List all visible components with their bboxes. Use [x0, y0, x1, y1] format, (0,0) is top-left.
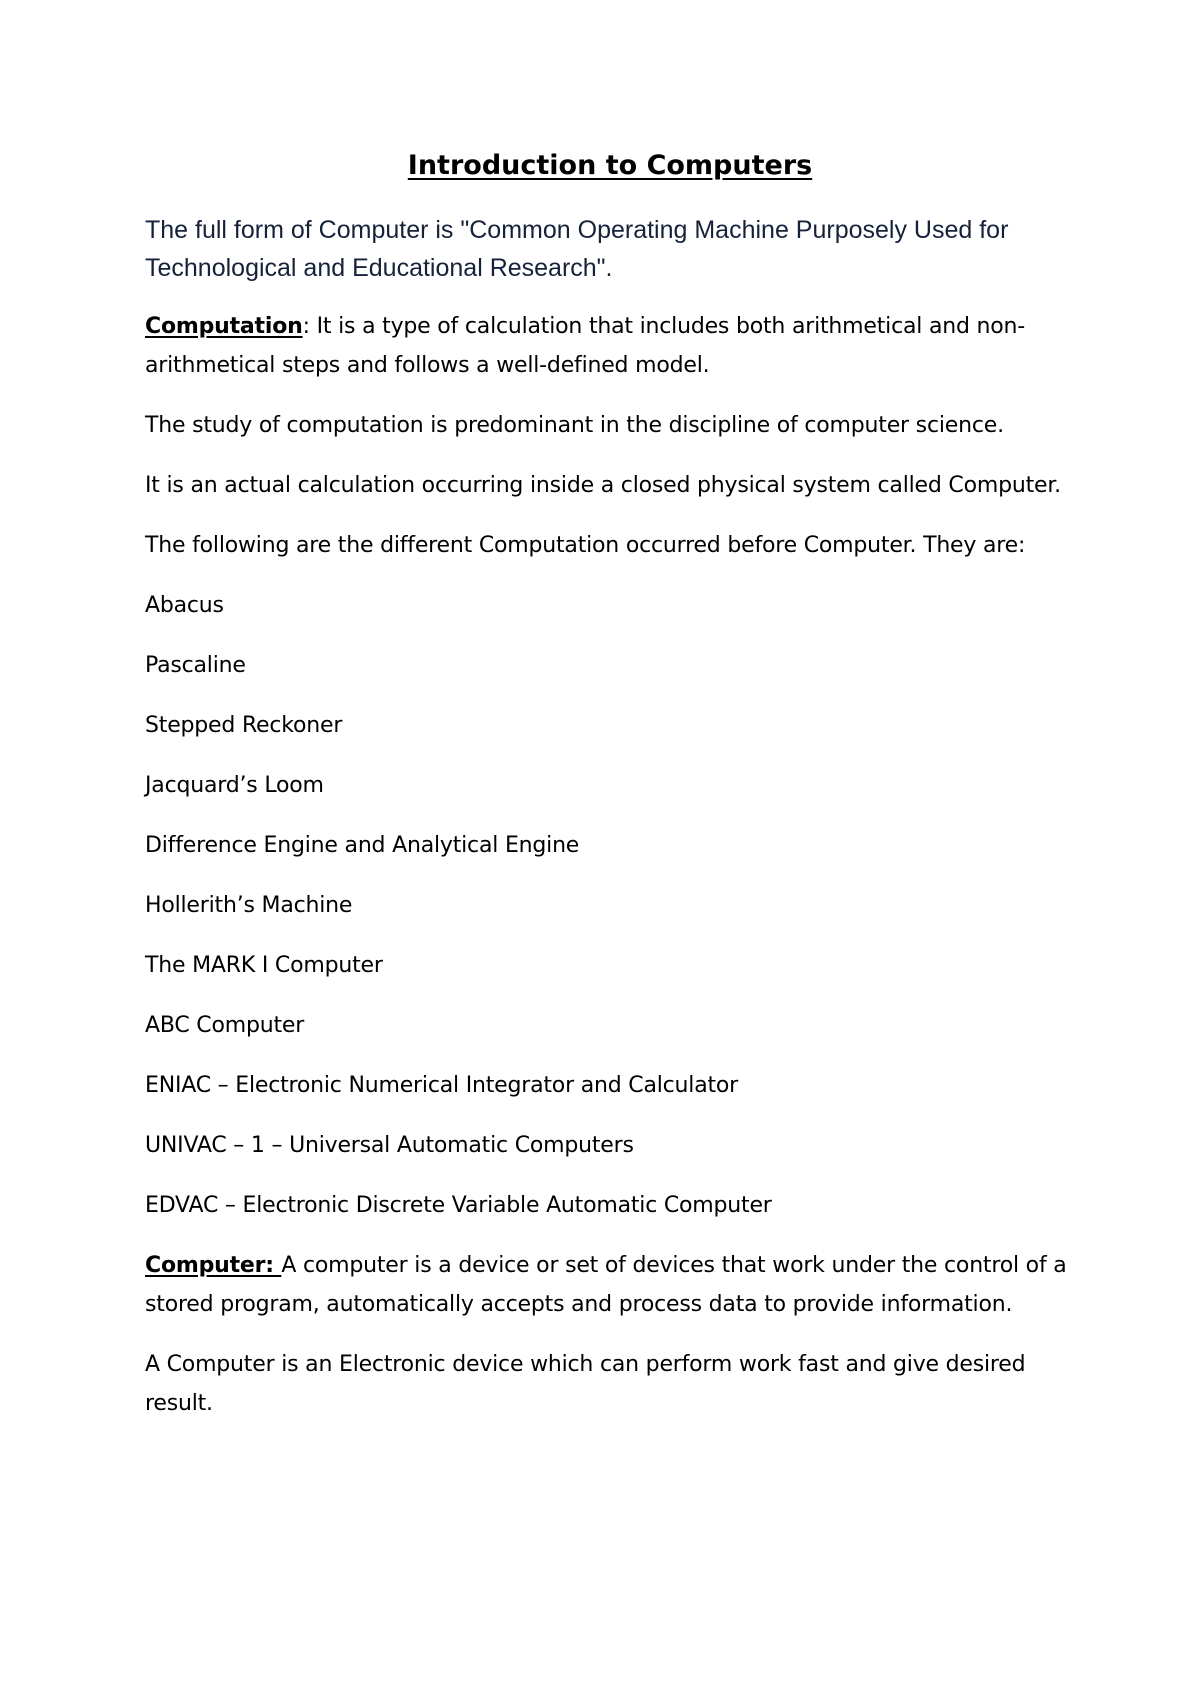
- paragraph-actual-calculation: It is an actual calculation occurring inside a closed physical system called Computer.: [145, 473, 1061, 499]
- computer-definition-text: A computer is a device or set of devices that work under the control of a stored program, automatically accepts and process data to provide information.: [145, 1253, 1067, 1318]
- computation-definition-text: : It is a type of calculation that includes both arithmetical and non-arithmetical steps and follows a well-defined model.: [145, 314, 1026, 379]
- list-item: Difference Engine and Analytical Engine: [145, 833, 580, 859]
- list-item: ENIAC – Electronic Numerical Integrator and Calculator: [145, 1073, 739, 1099]
- list-item: Stepped Reckoner: [145, 713, 343, 739]
- list-item: EDVAC – Electronic Discrete Variable Automatic Computer: [145, 1193, 772, 1219]
- document-title: Introduction to Computers: [407, 150, 813, 181]
- computation-term: Computation: [145, 314, 303, 340]
- paragraph-study: The study of computation is predominant in the discipline of computer science.: [145, 413, 1004, 439]
- closing-paragraph: A Computer is an Electronic device which can perform work fast and give desired result.: [145, 1352, 1026, 1417]
- computer-definition: [145, 1246, 1075, 1324]
- list-item: The MARK I Computer: [145, 953, 383, 979]
- list-item: Hollerith’s Machine: [145, 893, 353, 919]
- list-item: Jacquard’s Loom: [145, 773, 324, 799]
- full-form-paragraph: The full form of Computer is "Common Operating Machine Purposely Used for Technological and Educational Research".: [145, 216, 1009, 283]
- paragraph-following: The following are the different Computation occurred before Computer. They are:: [145, 533, 1026, 559]
- list-item: Pascaline: [145, 653, 246, 679]
- document-body: [145, 148, 1075, 1444]
- computation-definition: [145, 307, 1075, 385]
- list-item: UNIVAC – 1 – Universal Automatic Computers: [145, 1133, 634, 1159]
- list-item: Abacus: [145, 593, 224, 619]
- computer-term: Computer:: [145, 1253, 282, 1279]
- computations-list: [145, 586, 1075, 1225]
- list-item: ABC Computer: [145, 1013, 305, 1039]
